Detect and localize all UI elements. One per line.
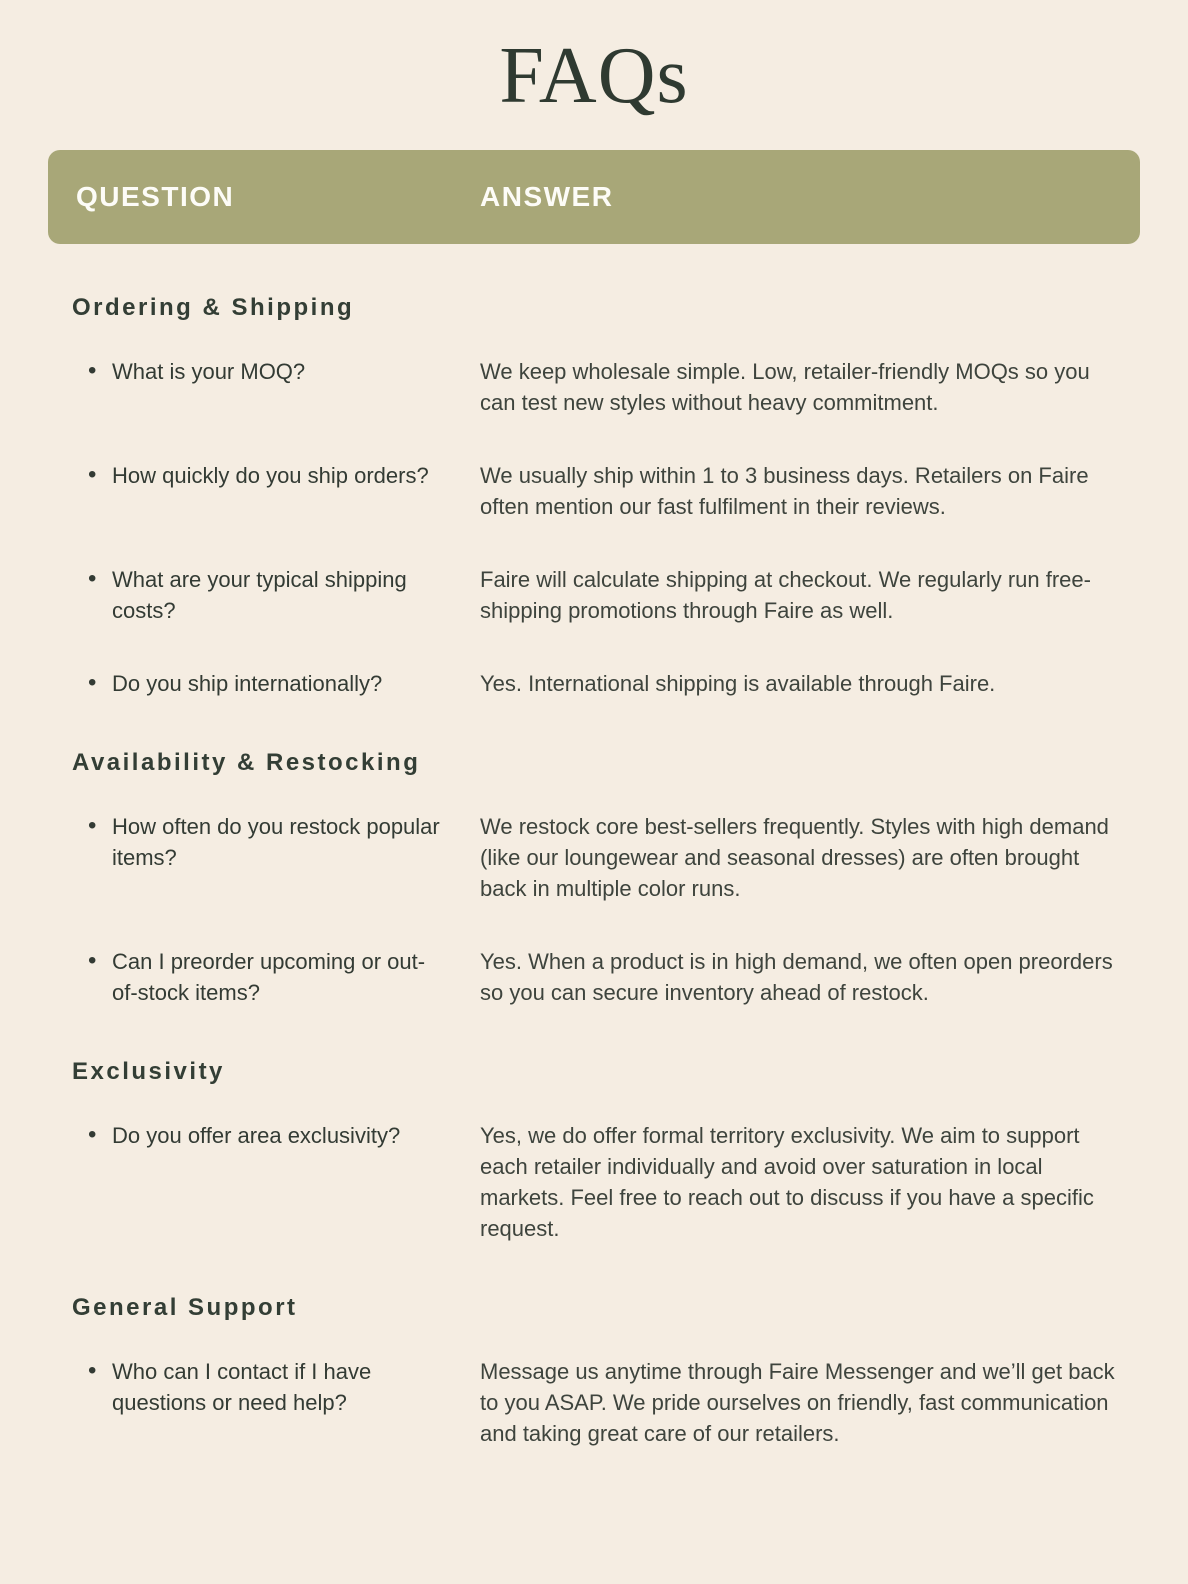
faq-row	[72, 668, 1116, 699]
question-text: How quickly do you ship orders?	[112, 463, 429, 488]
bullet-icon: •	[88, 565, 97, 592]
question-text: Do you ship internationally?	[112, 671, 383, 696]
bullet-icon: •	[88, 947, 97, 974]
question-cell	[72, 460, 480, 522]
question-cell	[72, 1120, 480, 1244]
answer-text: We restock core best-sellers frequently. Styles with high demand (like our loungewear and seasonal dresses) are often brought back in multiple color runs.	[480, 814, 1109, 901]
answer-text: We usually ship within 1 to 3 business days. Retailers on Faire often mention our fast fulfilment in their reviews.	[480, 463, 1089, 519]
faq-row	[72, 564, 1116, 626]
faq-rows	[72, 1356, 1116, 1449]
question-cell	[72, 1356, 480, 1449]
section-heading: General Support	[72, 1294, 298, 1321]
question-text: How often do you restock popular items?	[112, 814, 440, 870]
answer-text: Yes. When a product is in high demand, we often open preorders so you can secure inventory ahead of restock.	[480, 949, 1113, 1005]
question-column-header: QUESTION	[76, 181, 235, 212]
faq-row	[72, 460, 1116, 522]
question-cell	[72, 946, 480, 1008]
bullet-icon: •	[88, 812, 97, 839]
faq-content	[0, 294, 1188, 1449]
question-cell	[72, 811, 480, 904]
faq-rows	[72, 811, 1116, 1008]
section-heading: Exclusivity	[72, 1058, 225, 1085]
answer-column-header: ANSWER	[480, 181, 614, 212]
faq-rows	[72, 1120, 1116, 1244]
question-cell	[72, 356, 480, 418]
page-title: FAQs	[499, 32, 689, 120]
section-heading: Ordering & Shipping	[72, 294, 355, 321]
faq-section	[72, 1058, 1116, 1244]
answer-text: Yes. International shipping is available through Faire.	[480, 671, 996, 696]
question-cell	[72, 564, 480, 626]
question-text: Who can I contact if I have questions or need help?	[112, 1359, 372, 1415]
answer-text: Faire will calculate shipping at checkout. We regularly run free-shipping promotions through Faire as well.	[480, 567, 1091, 623]
bullet-icon: •	[88, 357, 97, 384]
faq-row	[72, 1356, 1116, 1449]
faq-rows	[72, 356, 1116, 699]
question-text: What is your MOQ?	[112, 359, 306, 384]
section-heading: Availability & Restocking	[72, 749, 421, 776]
answer-text: Yes, we do offer formal territory exclusivity. We aim to support each retailer individually and avoid over saturation in local markets. Feel free to reach out to discuss if you have a specific request.	[480, 1123, 1094, 1241]
bullet-icon: •	[88, 669, 97, 696]
faq-section	[72, 1294, 1116, 1449]
bullet-icon: •	[88, 1357, 97, 1384]
table-header-bar	[48, 150, 1140, 244]
faq-section	[72, 294, 1116, 699]
answer-text: Message us anytime through Faire Messenger and we’ll get back to you ASAP. We pride ourselves on friendly, fast communication and taking great care of our retailers.	[480, 1359, 1115, 1446]
faq-row	[72, 356, 1116, 418]
faq-row	[72, 811, 1116, 904]
bullet-icon: •	[88, 1121, 97, 1148]
faq-row	[72, 1120, 1116, 1244]
question-cell	[72, 668, 480, 699]
faq-row	[72, 946, 1116, 1008]
bullet-icon: •	[88, 461, 97, 488]
faq-section	[72, 749, 1116, 1008]
answer-text: We keep wholesale simple. Low, retailer-friendly MOQs so you can test new styles without heavy commitment.	[480, 359, 1090, 415]
question-text: What are your typical shipping costs?	[112, 567, 407, 623]
question-text: Do you offer area exclusivity?	[112, 1123, 401, 1148]
question-text: Can I preorder upcoming or out-of-stock items?	[112, 949, 426, 1005]
